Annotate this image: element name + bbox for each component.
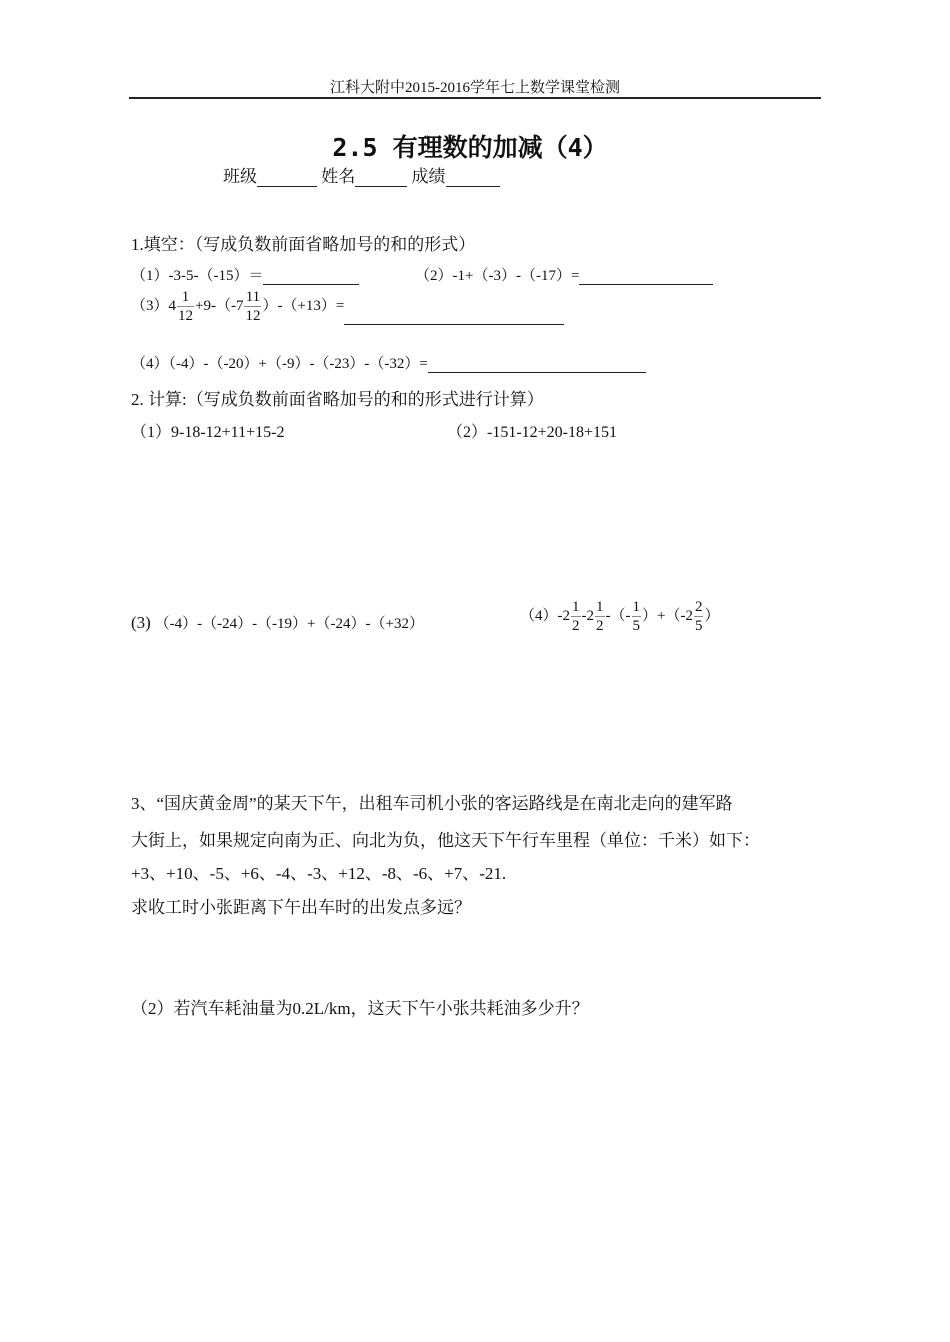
fill-item-1-expression: （1）-3-5-（-15）＝ — [131, 268, 264, 284]
word-problem-line-3: +3、+10、-5、+6、-4、-3、+12、-8、-6、+7、-21. — [131, 864, 507, 883]
page-title: 2.5 有理数的加减（4） — [332, 133, 608, 162]
fraction — [595, 598, 605, 635]
fraction — [571, 598, 581, 635]
fraction-denominator: 2 — [596, 618, 604, 634]
word-problem-question-1: 求收工时小张距离下午出车时的出发点多远？ — [131, 898, 471, 917]
fraction — [177, 288, 194, 325]
fraction-denominator: 12 — [178, 308, 194, 324]
fraction-numerator: 1 — [572, 599, 580, 615]
fill-item-4 — [131, 352, 646, 373]
fraction — [632, 598, 642, 635]
calc-item-4-part: -2 — [581, 607, 594, 624]
word-problem-line-2: 大街上，如果规定向南为正、向北为负，他这天下午行车里程（单位：千米）如下： — [131, 831, 760, 850]
calc-item-3-label: (3) — [131, 613, 151, 632]
fill-item-3 — [131, 288, 564, 325]
fill-item-2-blank[interactable] — [579, 266, 713, 285]
fraction — [244, 288, 261, 325]
calc-item-4-part: -（- — [605, 607, 631, 624]
fill-item-3-middle: +9-（-7 — [195, 297, 244, 314]
fill-item-4-blank[interactable] — [428, 354, 646, 373]
calc-item-1: （1）9-18-12+11+15-2 — [131, 424, 285, 441]
word-problem-question-2: （2）若汽车耗油量为0.2L/km，这天下午小张共耗油多少升？ — [131, 999, 589, 1018]
fraction-numerator: 1 — [596, 599, 604, 615]
fraction-numerator: 2 — [694, 599, 703, 615]
calc-item-3 — [131, 612, 424, 633]
fraction-denominator: 2 — [572, 618, 580, 634]
score-label: 成绩 — [411, 167, 446, 186]
name-blank[interactable] — [355, 168, 407, 187]
fraction-denominator: 5 — [694, 618, 703, 634]
fraction-numerator: 1 — [632, 599, 640, 615]
fraction-numerator: 1 — [181, 289, 190, 305]
fill-item-3-blank[interactable] — [344, 306, 564, 325]
class-blank[interactable] — [257, 168, 317, 187]
page-header: 江科大附中2015-2016学年七上数学课堂检测 — [330, 80, 620, 96]
calc-item-4 — [520, 598, 719, 635]
calc-item-4-part: （4）-2 — [520, 607, 570, 624]
fraction — [694, 598, 704, 635]
score-blank[interactable] — [446, 168, 500, 187]
student-info-row — [223, 162, 500, 187]
calc-item-4-part: ） — [704, 607, 720, 624]
fill-item-3-suffix: ）-（+13）= — [262, 297, 345, 314]
section1-heading: 1.填空：（写成负数前面省略加号的和的形式） — [131, 235, 476, 254]
fill-item-1-blank[interactable] — [263, 266, 359, 285]
class-label: 班级 — [223, 167, 257, 186]
calc-item-2: （2）-151-12+20-18+151 — [447, 424, 618, 441]
calc-item-4-part: ）+（-2 — [642, 607, 693, 624]
fill-item-4-expression: （4）（-4）-（-20）+（-9）-（-23）-（-32）= — [131, 356, 428, 372]
header-divider — [129, 97, 821, 99]
section2-heading: 2. 计算:（写成负数前面省略加号的和的形式进行计算） — [131, 390, 544, 409]
fill-item-3-prefix: （3）4 — [131, 297, 177, 314]
fraction-denominator: 5 — [632, 618, 640, 634]
name-label: 姓名 — [321, 167, 356, 186]
fill-item-1 — [131, 264, 359, 285]
calc-item-3-expression: （-4）-（-24）-（-19）+（-24）-（+32） — [154, 616, 424, 632]
fill-item-2-expression: （2）-1+（-3）-（-17）= — [415, 268, 580, 284]
fraction-denominator: 12 — [245, 308, 261, 324]
fraction-numerator: 11 — [245, 289, 261, 305]
fill-item-2 — [415, 264, 713, 285]
word-problem-line-1: 3、“国庆黄金周”的某天下午，出租车司机小张的客运路线是在南北走向的建军路 — [131, 794, 733, 813]
